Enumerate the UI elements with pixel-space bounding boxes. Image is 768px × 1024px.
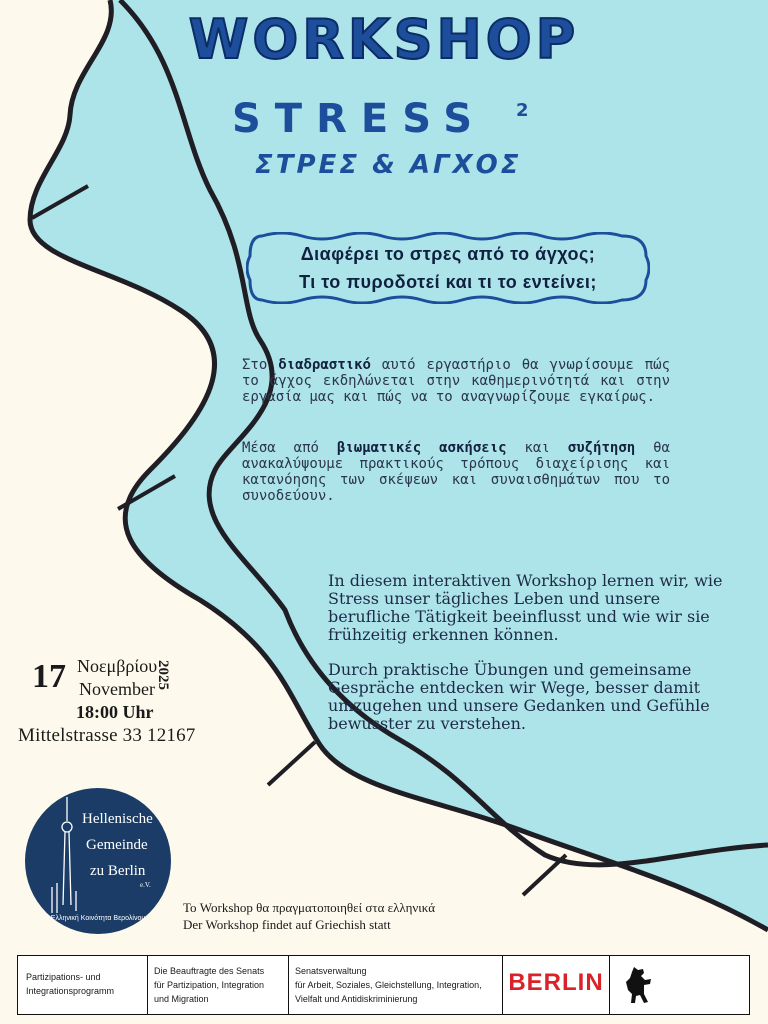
sponsor-senate-administration [288,956,502,1014]
sponsor-3-line-3: Vielfalt und Antidiskriminierung [295,994,418,1004]
sponsor-participation-program [18,956,147,1014]
question-text [246,240,650,296]
language-note-german: Der Workshop findet auf Griechish statt [183,917,391,932]
event-day: 17 [32,658,66,695]
event-month-greek: Νοεμβρίου [77,656,158,676]
logo-line-3: zu Berlin [90,863,146,879]
german-paragraph-2: Durch praktische Übungen und gemeinsame Gespräche entdecken wir Wege, besser damit umzugehen und unsere Gedanken und Gefühle bewusster zu verstehen. [328,660,710,733]
logo-suffix: e.V. [140,881,151,889]
event-year: 2025 [155,660,171,690]
sponsor-1-line-2: Integrationsprogramm [26,986,115,996]
language-note-greek: Το Workshop θα πραγματοποιηθεί στα ελληνικά [183,900,436,915]
logo-line-1: Hellenische [82,811,153,827]
workshop-title: WORKSHOP [188,8,580,71]
greek-paragraph-1: Στο διαδραστικό αυτό εργαστήριο θα γνωρίσουμε πώς το άγχος εκδηλώνεται στην καθημερινότητά και στην εργασία μας και πώς να το αναγνωρίζουμε εγκαίρως. [242,357,671,405]
sponsor-2-line-2: für Partizipation, Integration [154,980,265,990]
event-time: 18:00 Uhr [76,702,154,722]
german-paragraph-1: In diesem interaktiven Workshop lernen wir, wie Stress unser tägliches Leben und unsere berufliche Tätigkeit beeinflusst und wie wir sie frühzeitig erkennen können. [328,571,723,644]
event-address: Mittelstrasse 33 12167 [18,725,196,746]
berlin-bear-icon [624,964,654,1006]
greek-subtitle: ΣΤΡΕΣ & ΑΓΧΟΣ [255,150,522,180]
sponsor-2-line-1: Die Beauftragte des Senats [154,966,265,976]
question-line-2: Τι το πυροδοτεί και τι το εντείνει; [299,272,597,292]
greek-paragraph-2: Μέσα από βιωματικές ασκήσεις και συζήτηση θα ανακαλύψουμε πρακτικούς τρόπους διαχείρισης και κατανόησης των σκέψεων και συναισθημάτων που το συνοδεύουν. [242,440,670,504]
berlin-wordmark: BERLIN [502,956,609,1014]
topic-heading: STRESS [232,96,487,142]
sponsor-2-line-3: und Migration [154,994,209,1004]
logo-line-2: Gemeinde [86,837,148,853]
berlin-bear-logo [609,956,749,1014]
sponsor-3-line-2: für Arbeit, Soziales, Gleichstellung, Integration, [295,980,482,990]
sponsor-bar [17,955,750,1015]
sponsor-1-line-1: Partizipations- und [26,972,101,982]
question-line-1: Διαφέρει το στρες από το άγχος; [300,244,596,264]
topic-superscript: 2 [516,100,529,121]
community-logo [24,787,172,935]
sponsor-3-line-1: Senatsverwaltung [295,966,367,976]
event-month-german: November [79,679,155,699]
sponsor-senate-commissioner [147,956,288,1014]
logo-tagline: Ελληνική Κοινότητα Βερολίνου [50,915,146,922]
